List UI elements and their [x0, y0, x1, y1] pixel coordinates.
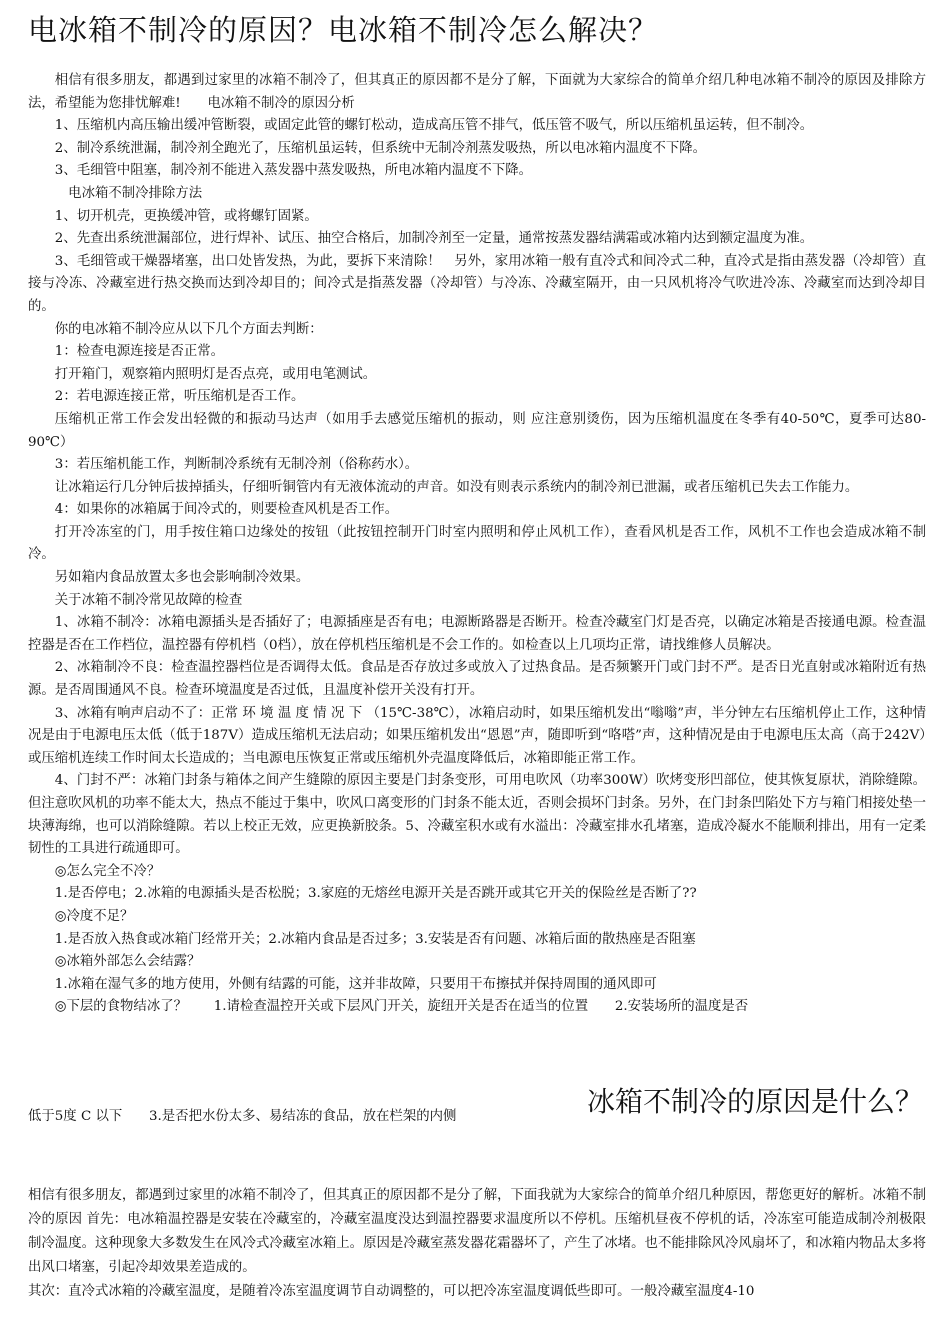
- paragraph: 让冰箱运行几分钟后拔掉插头，仔细听铜管内有无液体流动的声音。如没有则表示系统内的制冷剂已泄漏，或者压缩机已失去工作能力。: [54, 479, 859, 495]
- section-heading: [28, 1084, 923, 1120]
- paragraph: 另如箱内食品放置太多也会影响制冷效果。: [54, 570, 310, 586]
- paragraph: 2：若电源连接正常，听压缩机是否工作。: [54, 389, 305, 405]
- paragraph: 4、门封不严：冰箱门封条与箱体之间产生缝隙的原因主要是门封条变形，可用电吹风（功率300W）吹烤变形凹部位，使其恢复原状，消除缝隙。但注意吹风机的功率不能太大，热点不能过于集中，吹风口离变形的门封条不能太近，否则会损坏门封条。另外，在门封条凹陷处下方与箱门相接处垫一块薄海绵，也可以消除缝隙。若以上校正无效，应更换新胶条。5、冷藏室积水或有水溢出：冷藏室排水孔堵塞，造成冷凝水不能顺利排出，用有一定柔韧性的工具进行疏通即可。: [28, 773, 926, 857]
- paragraph: 1.是否停电；2.冰箱的电源插头是否松脱；3.家庭的无熔丝电源开关是否跳开或其它开关的保险丝是否断了??: [54, 886, 697, 902]
- paragraph: ◎冷度不足？: [54, 908, 134, 924]
- overlap-line: 低于5度 C 以下 3.是否把水份太多、易结冻的食品，放在栏架的内侧: [28, 1109, 457, 1124]
- section-heading-text: 冰箱不制冷的原因是什么？: [586, 1085, 923, 1118]
- paragraph: 打开冷冻室的门，用手按住箱口边缘处的按钮（此按钮控制开门时室内照明和停止风机工作），查看风机是否工作，风机不工作也会造成冰箱不制冷。: [28, 524, 926, 563]
- paragraph: 1、切开机壳，更换缓冲管，或将螺钉固紧。: [54, 208, 318, 224]
- paragraph: ◎下层的食物结冰了？ 1.请检查温控开关或下层风门开关，旋纽开关是否在适当的位置 2.安装场所的温度是否: [54, 999, 749, 1015]
- paragraph: 其次：直冷式冰箱的冷藏室温度，是随着冷冻室温度调节自动调整的，可以把冷冻室温度调低些即可。一般冷藏室温度4-10: [28, 1284, 755, 1299]
- paragraph: 相信有很多朋友，都遇到过家里的冰箱不制冷了，但其真正的原因都不是分了解，下面就为大家综合的简单介绍几种电冰箱不制冷的原因及排除方法，希望能为您排忧解难! 电冰箱不制冷的原因分析: [28, 73, 926, 111]
- paragraph: 关于冰箱不制冷常见故障的检查: [54, 592, 243, 608]
- paragraph: 3、毛细管或干燥器堵塞，出口处皆发热，为此，要拆下来清除！ 另外，家用冰箱一般有直冷式和间冷式二种，直冷式是指由蒸发器（冷却管）直接与冷冻、冷藏室进行热交换而达到冷却目的；间冷式是指蒸发器（冷却管）与冷冻、冷藏室隔开，由一只风机将冷气吹进冷冻、冷藏室而达到冷却目的。: [28, 253, 926, 314]
- paragraph: 1.冰箱在湿气多的地方使用，外侧有结露的可能，这并非故障，只要用干布擦拭并保持周围的通风即可: [54, 976, 657, 992]
- paragraph: 2、先查出系统泄漏部位，进行焊补、试压、抽空合格后，加制冷剂至一定量，通常按蒸发器结满霜或冰箱内达到额定温度为准。: [54, 231, 814, 247]
- paragraph: ◎冰箱外部怎么会结露？: [54, 954, 201, 970]
- paragraph: 4：如果你的冰箱属于间冷式的，则要检查风机是否工作。: [54, 502, 399, 518]
- paragraph: 电冰箱不制冷排除方法: [54, 185, 203, 201]
- paragraph: ◎怎么完全不冷？: [54, 863, 161, 879]
- article-body: [28, 70, 926, 1019]
- paragraph: 2、制冷系统泄漏，制冷剂全跑光了，压缩机虽运转，但系统中无制冷剂蒸发吸热，所以电冰箱内温度不下降。: [54, 140, 707, 156]
- paragraph: 1、压缩机内高压输出缓冲管断裂，或固定此管的螺钉松动，造成高压管不排气，低压管不吸气，所以压缩机虽运转，但不制冷。: [54, 118, 814, 134]
- page-title: 电冰箱不制冷的原因？电冰箱不制冷怎么解决？: [28, 13, 659, 47]
- paragraph: 1.是否放入热食或冰箱门经常开关；2.冰箱内食品是否过多；3.安装是否有问题、冰箱后面的散热座是否阻塞: [54, 931, 696, 947]
- article-body-2: [28, 1184, 926, 1304]
- paragraph: 打开箱门，观察箱内照明灯是否点亮，或用电笔测试。: [54, 366, 377, 382]
- paragraph: 2、冰箱制冷不良：检查温控器档位是否调得太低。食品是否存放过多或放入了过热食品。是否频繁开门或门封不严。是否日光直射或冰箱附近有热源。是否周围通风不良。检查环境温度是否过低，且温度补偿开关没有打开。: [28, 660, 926, 699]
- paragraph: 1、冰箱不制冷：冰箱电源插头是否插好了；电源插座是否有电；电源断路器是否断开。检查冷藏室门灯是否亮，以确定冰箱是否接通电源。检查温控器是否在工作档位，温控器有停机档（0档），放在停机档压缩机是不会工作的。如检查以上几项均正常，请找维修人员解决。: [28, 615, 926, 653]
- paragraph: 3、冰箱有响声启动不了：正常 环 境 温 度 情 况 下 （15℃-38℃），冰箱启动时，如果压缩机发出“嗡嗡”声，半分钟左右压缩机停止工作，这种情况是由于电源电压太低（低于187V）造成压缩机无法启动；如果压缩机发出“恩恩”声，随即听到“咯嗒”声，这种情况是由于电源电压太高（高于242V）或压缩机连续工作时间太长造成的；当电源电压恢复正常或压缩机外壳温度降低后，冰箱即能正常工作。: [28, 705, 926, 766]
- paragraph: 相信有很多朋友，都遇到过家里的冰箱不制冷了，但其真正的原因都不是分了解，下面我就为大家综合的简单介绍几种原因，帮您更好的解析。冰箱不制冷的原因 首先：电冰箱温控器是安装在冷藏室的，冷藏室温度没达到温控器要求温度所以不停机。压缩机昼夜不停机的话，冷冻室可能造成制冷剂极限制冷温度。这种现象大多数发生在风冷式冷藏室冰箱上。原因是冷藏室蒸发器花霜器坏了，产生了冰堵。也不能排除风冷风扇坏了，和冰箱内物品太多将出风口堵塞，引起冷却效果差造成的。: [28, 1188, 926, 1275]
- paragraph: 1：检查电源连接是否正常。: [54, 344, 225, 360]
- paragraph: 3、毛细管中阻塞，制冷剂不能进入蒸发器中蒸发吸热，所电冰箱内温度不下降。: [54, 163, 532, 179]
- paragraph: 压缩机正常工作会发出轻微的和振动马达声（如用手去感觉压缩机的振动，则 应注意别烫伤，因为压缩机温度在冬季有40-50℃，夏季可达80-90℃）: [28, 411, 926, 450]
- paragraph: 你的电冰箱不制冷应从以下几个方面去判断：: [54, 321, 323, 337]
- paragraph: 3：若压缩机能工作，判断制冷系统有无制冷剂（俗称药水）。: [54, 457, 419, 473]
